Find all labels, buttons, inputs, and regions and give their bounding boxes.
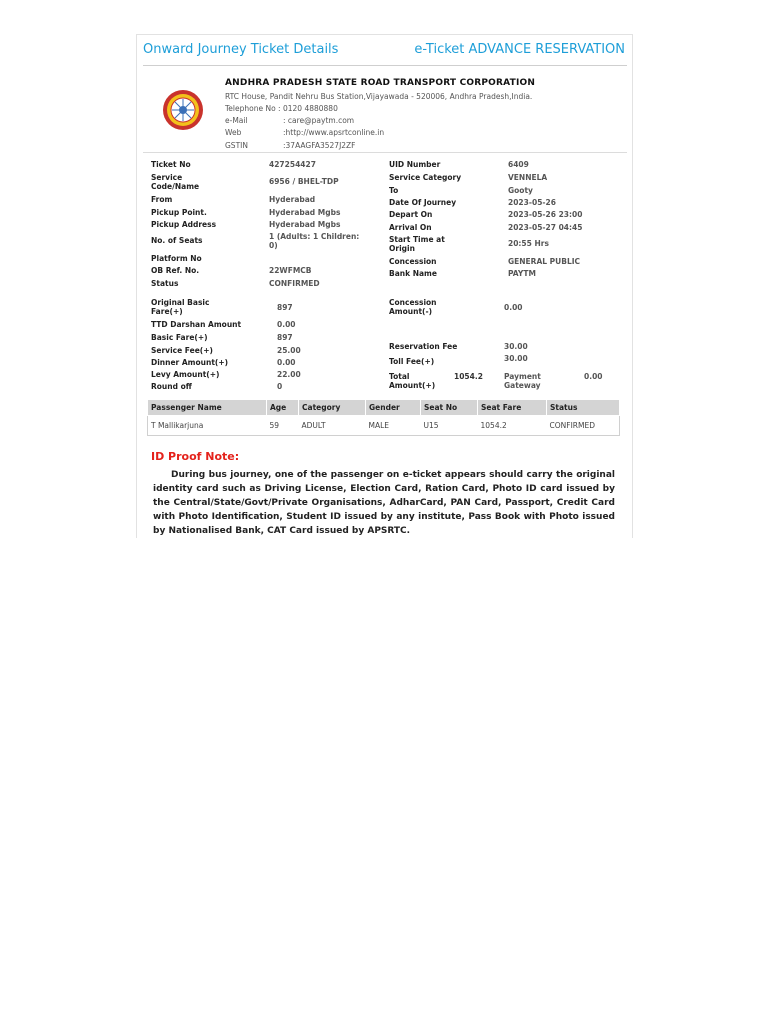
concession-label: Concession <box>389 257 437 266</box>
col-status: Status <box>547 400 620 416</box>
col-category: Category <box>299 400 366 416</box>
levy-value: 22.00 <box>277 370 301 379</box>
corporation-name: ANDHRA PRADESH STATE ROAD TRANSPORT CORPORATION <box>225 78 536 88</box>
round-off-label: Round off <box>151 382 192 391</box>
payment-gateway-label: Payment Gateway <box>504 372 541 390</box>
passenger-gender: MALE <box>368 421 390 430</box>
bank-label: Bank Name <box>389 269 437 278</box>
passenger-category: ADULT <box>301 421 326 430</box>
concession-value: GENERAL PUBLIC <box>508 257 581 266</box>
service-label: Service Code/Name <box>151 173 200 191</box>
reservation-fee-label: Reservation Fee <box>389 342 458 351</box>
start-time-value: 20:55 Hrs <box>508 239 549 248</box>
total-amount-label: Total Amount(+) <box>389 372 436 390</box>
passenger-table-header <box>148 400 620 416</box>
ticket-type: e-Ticket ADVANCE RESERVATION <box>414 42 625 57</box>
uid-value: 6409 <box>508 160 529 169</box>
seats-label: No. of Seats <box>151 236 203 245</box>
service-fee-label: Service Fee(+) <box>151 346 213 355</box>
service-fee-value: 25.00 <box>277 346 301 355</box>
pickup-point-label: Pickup Point. <box>151 208 207 217</box>
uid-label: UID Number <box>389 160 441 169</box>
concession-amount-value: 0.00 <box>504 303 523 312</box>
passenger-seat-no: U15 <box>423 421 439 430</box>
passenger-table <box>147 399 620 436</box>
original-basic-label: Original Basic Fare(+) <box>151 298 210 316</box>
passenger-age: 59 <box>269 421 280 430</box>
levy-label: Levy Amount(+) <box>151 370 220 379</box>
dinner-label: Dinner Amount(+) <box>151 358 229 367</box>
col-passenger-name: Passenger Name <box>148 400 267 416</box>
basic-fare-value: 897 <box>277 333 293 342</box>
platform-label: Platform No <box>151 254 202 263</box>
ob-ref-label: OB Ref. No. <box>151 266 200 275</box>
apsrtc-emblem-icon <box>161 87 205 133</box>
ttd-label: TTD Darshan Amount <box>151 320 242 329</box>
email-label: e-Mail <box>225 116 248 125</box>
concession-amount-label: Concession Amount(-) <box>389 298 437 316</box>
toll-fee-value: 30.00 <box>504 354 528 363</box>
service-category-value: VENNELA <box>508 173 548 182</box>
corporation-email <box>225 116 354 125</box>
start-time-label: Start Time at Origin <box>389 235 445 253</box>
service-value: 6956 / BHEL-TDP <box>269 177 339 186</box>
table-row <box>148 416 620 436</box>
original-basic-value: 897 <box>277 303 293 312</box>
email-value: : care@paytm.com <box>283 116 355 125</box>
corporation-web <box>225 128 384 137</box>
toll-fee-label: Toll Fee(+) <box>389 357 435 366</box>
status-label: Status <box>151 279 179 288</box>
corporation-address: RTC House, Pandit Nehru Bus Station,Vijayawada - 520006, Andhra Pradesh,India. <box>225 92 533 101</box>
pickup-point-value: Hyderabad Mgbs <box>269 208 341 217</box>
corporation-telephone: Telephone No : 0120 4880880 <box>225 104 338 113</box>
ttd-value: 0.00 <box>277 320 296 329</box>
col-gender: Gender <box>366 400 421 416</box>
passenger-status: CONFIRMED <box>549 421 595 430</box>
to-label: To <box>389 186 399 195</box>
arrival-value: 2023-05-27 04:45 <box>508 223 583 232</box>
page-title: Onward Journey Ticket Details <box>143 42 339 57</box>
gstin-value: :37AAGFA3527J2ZF <box>283 141 356 150</box>
ob-ref-value: 22WFMCB <box>269 266 312 275</box>
doj-label: Date Of Journey <box>389 198 457 207</box>
payment-gateway-value: 0.00 <box>584 372 603 381</box>
bank-value: PAYTM <box>508 269 536 278</box>
web-value: :http://www.apsrtconline.in <box>283 128 385 137</box>
gstin-label: GSTIN <box>225 141 248 150</box>
passenger-name: T Mallikarjuna <box>151 421 204 430</box>
pickup-address-label: Pickup Address <box>151 220 217 229</box>
passenger-seat-fare: 1054.2 <box>480 421 507 430</box>
id-proof-title: ID Proof Note: <box>151 450 240 463</box>
doj-value: 2023-05-26 <box>508 198 556 207</box>
id-proof-note: During bus journey, one of the passenger on e-ticket appears should carry the original identity card such as Driving License, Election Card, Ration Card, Photo ID card issued by the Central/State/Govt/Private Organisations, AdharCard, PAN Card, Passport, Credit Card with Photo Identification, Student ID issued by any institute, Pass Book with Photo issued by Nationalised Bank, CAT Card issued by APSRTC. <box>153 470 615 536</box>
ticket-no-label: Ticket No <box>151 160 191 169</box>
arrival-label: Arrival On <box>389 223 432 232</box>
seats-value: 1 (Adults: 1 Children: 0) <box>269 232 360 250</box>
col-seat-fare: Seat Fare <box>478 400 547 416</box>
reservation-fee-value: 30.00 <box>504 342 528 351</box>
ticket-no-value: 427254427 <box>269 160 316 169</box>
ticket-card <box>136 34 633 538</box>
service-category-label: Service Category <box>389 173 462 182</box>
col-seat-no: Seat No <box>421 400 478 416</box>
header-divider <box>143 65 627 66</box>
to-value: Gooty <box>508 186 533 195</box>
dinner-value: 0.00 <box>277 358 296 367</box>
basic-fare-label: Basic Fare(+) <box>151 333 208 342</box>
pickup-address-value: Hyderabad Mgbs <box>269 220 341 229</box>
corporation-gstin <box>225 141 356 150</box>
info-divider <box>143 152 627 153</box>
round-off-value: 0 <box>277 382 283 391</box>
from-label: From <box>151 195 173 204</box>
col-age: Age <box>267 400 299 416</box>
from-value: Hyderabad <box>269 195 316 204</box>
total-amount-value: 1054.2 <box>454 372 483 381</box>
web-label: Web <box>225 128 242 137</box>
status-value: CONFIRMED <box>269 279 320 288</box>
depart-label: Depart On <box>389 210 433 219</box>
depart-value: 2023-05-26 23:00 <box>508 210 583 219</box>
